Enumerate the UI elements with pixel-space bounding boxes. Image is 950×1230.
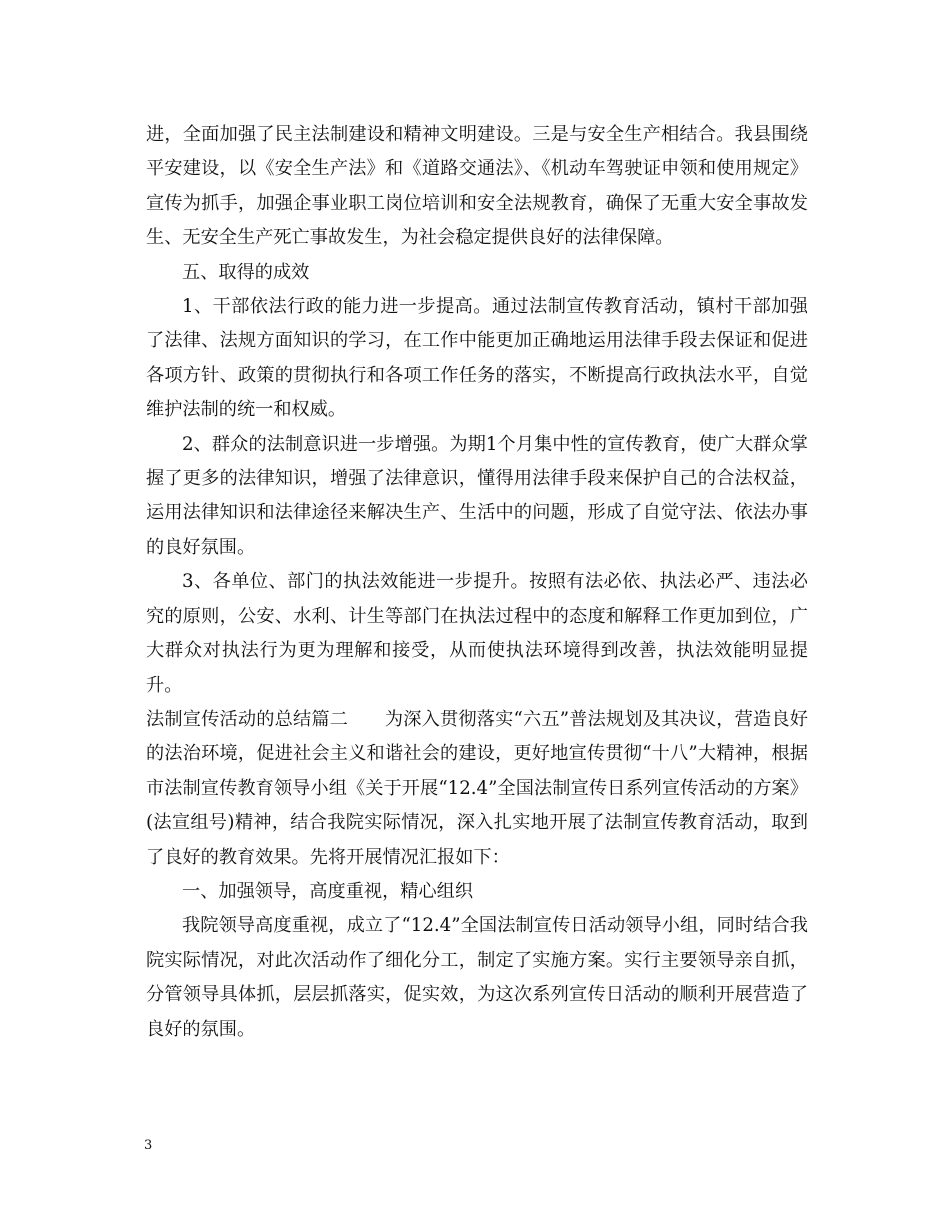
section-heading-results: 五、取得的成效 [182,261,310,283]
paragraph-leadership: 我院领导高度重视，成立了“12.4”全国法制宣传日活动领导小组，同时结合我院实际情况，对此次活动作了细化分工，制定了实施方案。实行主要领导亲自抓，分管领导具体抓，层层抓落实，促实效，为这次系列宣传日活动的顺利开展营造了良好的氛围。 [146,915,808,1040]
paragraph-continuation: 进，全面加强了民主法制建设和精神文明建设。三是与安全生产相结合。我县围绕平安建设，以《安全生产法》和《道路交通法》、《机动车驾驶证申领和使用规定》宣传为抓手，加强企事业职工岗位培训和安全法规教育，确保了无重大安全事故发生、无安全生产死亡事故发生，为社会稳定提供良好的法律保障。 [146,124,808,249]
paragraph-result-1: 1、干部依法行政的能力进一步提高。通过法制宣传教育活动，镇村干部加强了法律、法规方面知识的学习，在工作中能更加正确地运用法律手段去保证和促进各项方针、政策的贯彻执行和各项工作任务的落实，不断提高行政执法水平，自觉维护法制的统一和权威。 [146,296,808,421]
paragraph-summary-part-two: 法制宣传活动的总结篇二 为深入贯彻落实“六五”普法规划及其决议，营造良好的法治环境，促进社会主义和谐社会的建设，更好地宣传贯彻“十八”大精神，根据市法制宣传教育领导小组《关于开展“12.4”全国法制宣传日系列宣传活动的方案》(法宣组号)精神，结合我院实际情况，深入扎实地开展了法制宣传教育活动，取到了良好的教育效果。先将开展情况汇报如下： [146,708,808,868]
page-number: 3 [144,1138,153,1153]
document-body [146,118,808,1047]
paragraph-result-3: 3、各单位、部门的执法效能进一步提升。按照有法必依、执法必严、违法必究的原则，公安、水利、计生等部门在执法过程中的态度和解释工作更加到位，广大群众对执法行为更为理解和接受，从而使执法环境得到改善，执法效能明显提升。 [146,571,808,696]
section-heading-leadership: 一、加强领导，高度重视，精心组织 [182,880,474,902]
paragraph-result-2: 2、群众的法制意识进一步增强。为期1个月集中性的宣传教育，使广大群众掌握了更多的法律知识，增强了法律意识，懂得用法律手段来保护自己的合法权益，运用法律知识和法律途径来解决生产、生活中的问题，形成了自觉守法、依法办事的良好氛围。 [146,433,808,558]
